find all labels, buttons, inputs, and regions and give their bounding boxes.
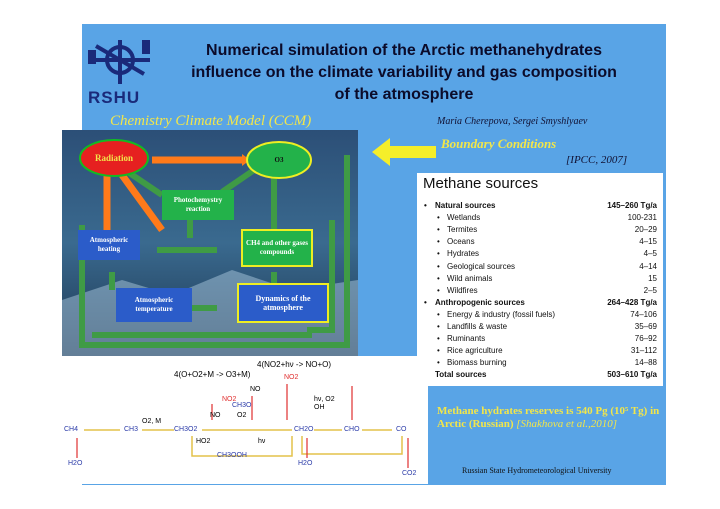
boundary-conditions: Boundary Conditions [441, 136, 557, 151]
o2m-label: O2, M [142, 418, 162, 425]
radiation-node: Radiation [94, 152, 133, 163]
ipcc-citation: [IPCC, 2007] [566, 154, 628, 166]
no-label: NO [250, 386, 261, 393]
ch4-node: CH4 and other gases compounds [246, 239, 308, 256]
no2-label: NO2 [284, 374, 299, 381]
row-bullet: • [424, 201, 427, 210]
no-label-2: NO [210, 412, 221, 419]
university-name: Russian State Hydrometeorological University [462, 466, 612, 475]
row-bullet: • [437, 322, 440, 331]
methane-sources-table [417, 173, 663, 386]
row-bullet: • [437, 334, 440, 344]
row-label: Wetlands [447, 213, 481, 223]
o3-node: O3 [274, 155, 284, 164]
model-subtitle: Chemistry Climate Model (CCM) [110, 113, 312, 129]
co-species: CO [396, 426, 407, 433]
row-bullet: • [437, 285, 440, 295]
temperature-node: Atmospheric temperature [134, 296, 174, 313]
row-label: Landfills & waste [447, 322, 508, 331]
ho2-label: HO2 [196, 438, 211, 445]
h2o-left-species: H2O [68, 460, 83, 467]
ch4-species: CH4 [64, 426, 79, 433]
row-value: 2–5 [643, 285, 657, 295]
row-bullet: • [437, 358, 440, 368]
logo-text: RSHU [88, 88, 141, 107]
row-bullet: • [437, 237, 440, 247]
eq-o3: 4(O+O2+M -> O3+M) [174, 370, 251, 379]
row-value: 4–14 [639, 261, 657, 271]
ch3ooh-species: CH3OOH [217, 452, 247, 459]
row-label: Wildfires [447, 285, 478, 295]
row-value: 503–610 Tg/a [607, 370, 657, 380]
row-bullet: • [437, 213, 440, 223]
chemistry-scheme [62, 356, 428, 484]
row-label: Natural sources [435, 201, 496, 210]
photochem-node: Photochemystry reaction [173, 196, 223, 213]
ccm-diagram [62, 130, 358, 356]
row-label: Biomass burning [447, 358, 507, 368]
no2-label-2: NO2 [222, 396, 237, 403]
row-label: Hydrates [447, 249, 480, 259]
row-value: 4–15 [639, 237, 657, 247]
arrow-left-icon [372, 138, 436, 166]
oh-label: OH [314, 404, 325, 411]
row-bullet: • [437, 249, 440, 259]
row-label: Oceans [447, 237, 475, 247]
row-label: Wild animals [447, 273, 493, 283]
ch2o-species: CH2O [294, 426, 314, 433]
heating-node: Atmospheric heating [89, 236, 129, 253]
row-value: 4–5 [643, 249, 657, 259]
row-value: 15 [648, 273, 657, 283]
row-value: 100-231 [627, 213, 657, 223]
row-bullet: • [437, 309, 440, 319]
co2-species: CO2 [402, 470, 417, 477]
page-title: Numerical simulation of the Arctic methanehydrates influence on the climate variability and gas composition of the atmosphere [191, 42, 617, 103]
row-label: Total sources [435, 370, 487, 380]
row-bullet: • [437, 261, 440, 271]
row-label: Rice agriculture [447, 346, 503, 356]
row-label: Geological sources [447, 261, 516, 271]
cho-species: CHO [344, 426, 360, 433]
row-value: 74–106 [630, 309, 657, 319]
authors: Maria Cherepova, Sergei Smyshlyaev [437, 116, 588, 127]
row-value: 35–69 [634, 322, 657, 331]
ch3-species: CH3 [124, 426, 139, 433]
hv-o2-label: hν, O2 [314, 396, 335, 403]
row-value: 76–92 [634, 334, 657, 344]
row-value: 145–260 Tg/a [607, 201, 657, 210]
eq-no2: 4(NO2+hν -> NO+O) [257, 360, 332, 369]
row-bullet: • [437, 225, 440, 235]
row-bullet: • [437, 346, 440, 356]
row-bullet: • [424, 297, 427, 307]
row-label: Energy & industry (fossil fuels) [447, 309, 556, 319]
row-value: 264–428 Tg/a [607, 297, 657, 307]
row-label: Anthropogenic sources [435, 297, 525, 307]
row-label: Termites [447, 225, 478, 235]
o2-label: O2 [237, 412, 247, 419]
ch3o-species: CH3O [232, 402, 252, 409]
row-label: Ruminants [447, 334, 486, 344]
row-bullet: • [437, 273, 440, 283]
row-value: 31–112 [630, 346, 657, 356]
row-value: 14–88 [634, 358, 657, 368]
hydrate-reserves: Methane hydrates reserves is 540 Pg (10⁵ Tg) in Arctic (Russian) [Shakhova et al.,2010] [437, 405, 660, 430]
ch3o2-species: CH3O2 [174, 426, 198, 433]
dynamics-node: Dynamics of the atmosphere [255, 294, 311, 312]
h2o-mid-species: H2O [298, 460, 313, 467]
table-heading: Methane sources [423, 175, 539, 192]
row-value: 20–29 [634, 225, 657, 235]
hv-label: hν [258, 438, 266, 445]
